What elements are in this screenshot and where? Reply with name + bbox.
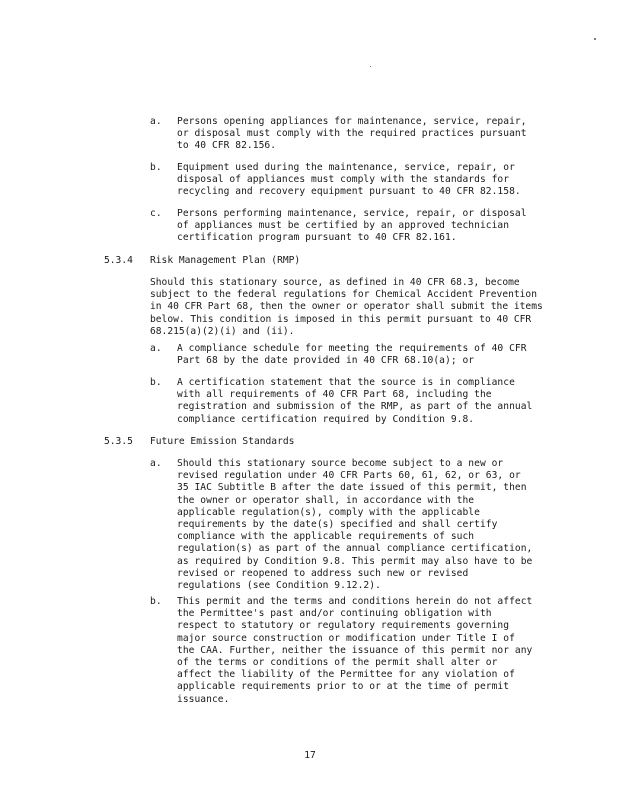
list-item-text: A compliance schedule for meeting the requirements of 40 CFR Part 68 by the date provided in 40 CFR 68.10(a); or xyxy=(177,343,527,367)
list-item-text: Persons opening appliances for maintenance, service, repair, or disposal must comply with the required practices pursuant to 40 CFR 82.156. xyxy=(177,116,527,152)
scan-speck xyxy=(370,66,371,67)
list-item-label: b. xyxy=(150,377,162,388)
list-item xyxy=(150,343,536,367)
list-item xyxy=(150,208,536,245)
list-item-label: b. xyxy=(150,596,162,607)
list-item xyxy=(150,377,536,426)
list-item-text: This permit and the terms and conditions herein do not affect the Permittee's past and/or continuing obligation with respect to statutory or regulatory requirements governing major source construction or modification under Title I of the CAA. Further, neither the issuance of this permit nor any of the terms or conditions of the permit shall alter or affect the liability of the Permittee for any violation of applicable requirements prior to or at the time of permit issuance. xyxy=(177,596,533,705)
list-item xyxy=(150,162,536,199)
list-item-text: Should this stationary source become subject to a new or revised regulation under 40 CFR Parts 60, 61, 62, or 63, or 35 IAC Subtitle B after the date issued of this permit, then the owner or operator shall, in accordance with the applicable regulation(s), comply with the applicable requirements by the date(s) specified and shall certify compliance with the applicable requirements of such regulation(s) as part of the annual compliance certification, as required by Condition 9.8. This permit may also have to be revised or reopened to address such new or revised regulations (see Condition 9.12.2). xyxy=(177,458,533,592)
section-title: Future Emission Standards xyxy=(150,436,295,447)
list-item-label: c. xyxy=(150,208,162,219)
section-paragraph: Should this stationary source, as defined in 40 CFR 68.3, become subject to the federal regulations for Chemical Accident Prevention in 40 CFR Part 68, then the owner or operator shall submit the items below. This condition is imposed in this permit pursuant to 40 CFR 68.215(a)(2)(i) and (ii). xyxy=(150,277,543,337)
section-number: 5.3.4 xyxy=(104,255,133,266)
list-item-label: b. xyxy=(150,162,162,173)
list-item-label: a. xyxy=(150,458,162,469)
section-title: Risk Management Plan (RMP) xyxy=(150,255,301,266)
list-item-text: A certification statement that the source is in compliance with all requirements of 40 CFR Part 68, including the registration and submission of the RMP, as part of the annual compliance certification required by Condition 9.8. xyxy=(177,377,533,425)
section-number: 5.3.5 xyxy=(104,436,133,447)
list-item-text: Persons performing maintenance, service, repair, or disposal of appliances must be certified by an approved technician certification program pursuant to 40 CFR 82.161. xyxy=(177,208,527,244)
list-item-text: Equipment used during the maintenance, service, repair, or disposal of appliances must comply with the standards for recycling and recovery equipment pursuant to 40 CFR 82.158. xyxy=(177,162,521,198)
scan-speck xyxy=(594,38,596,40)
list-item xyxy=(150,116,536,153)
list-item-label: a. xyxy=(150,343,162,354)
list-item-label: a. xyxy=(150,116,162,127)
page-number: 17 xyxy=(304,750,316,761)
list-item xyxy=(150,458,536,592)
list-item xyxy=(150,596,536,706)
